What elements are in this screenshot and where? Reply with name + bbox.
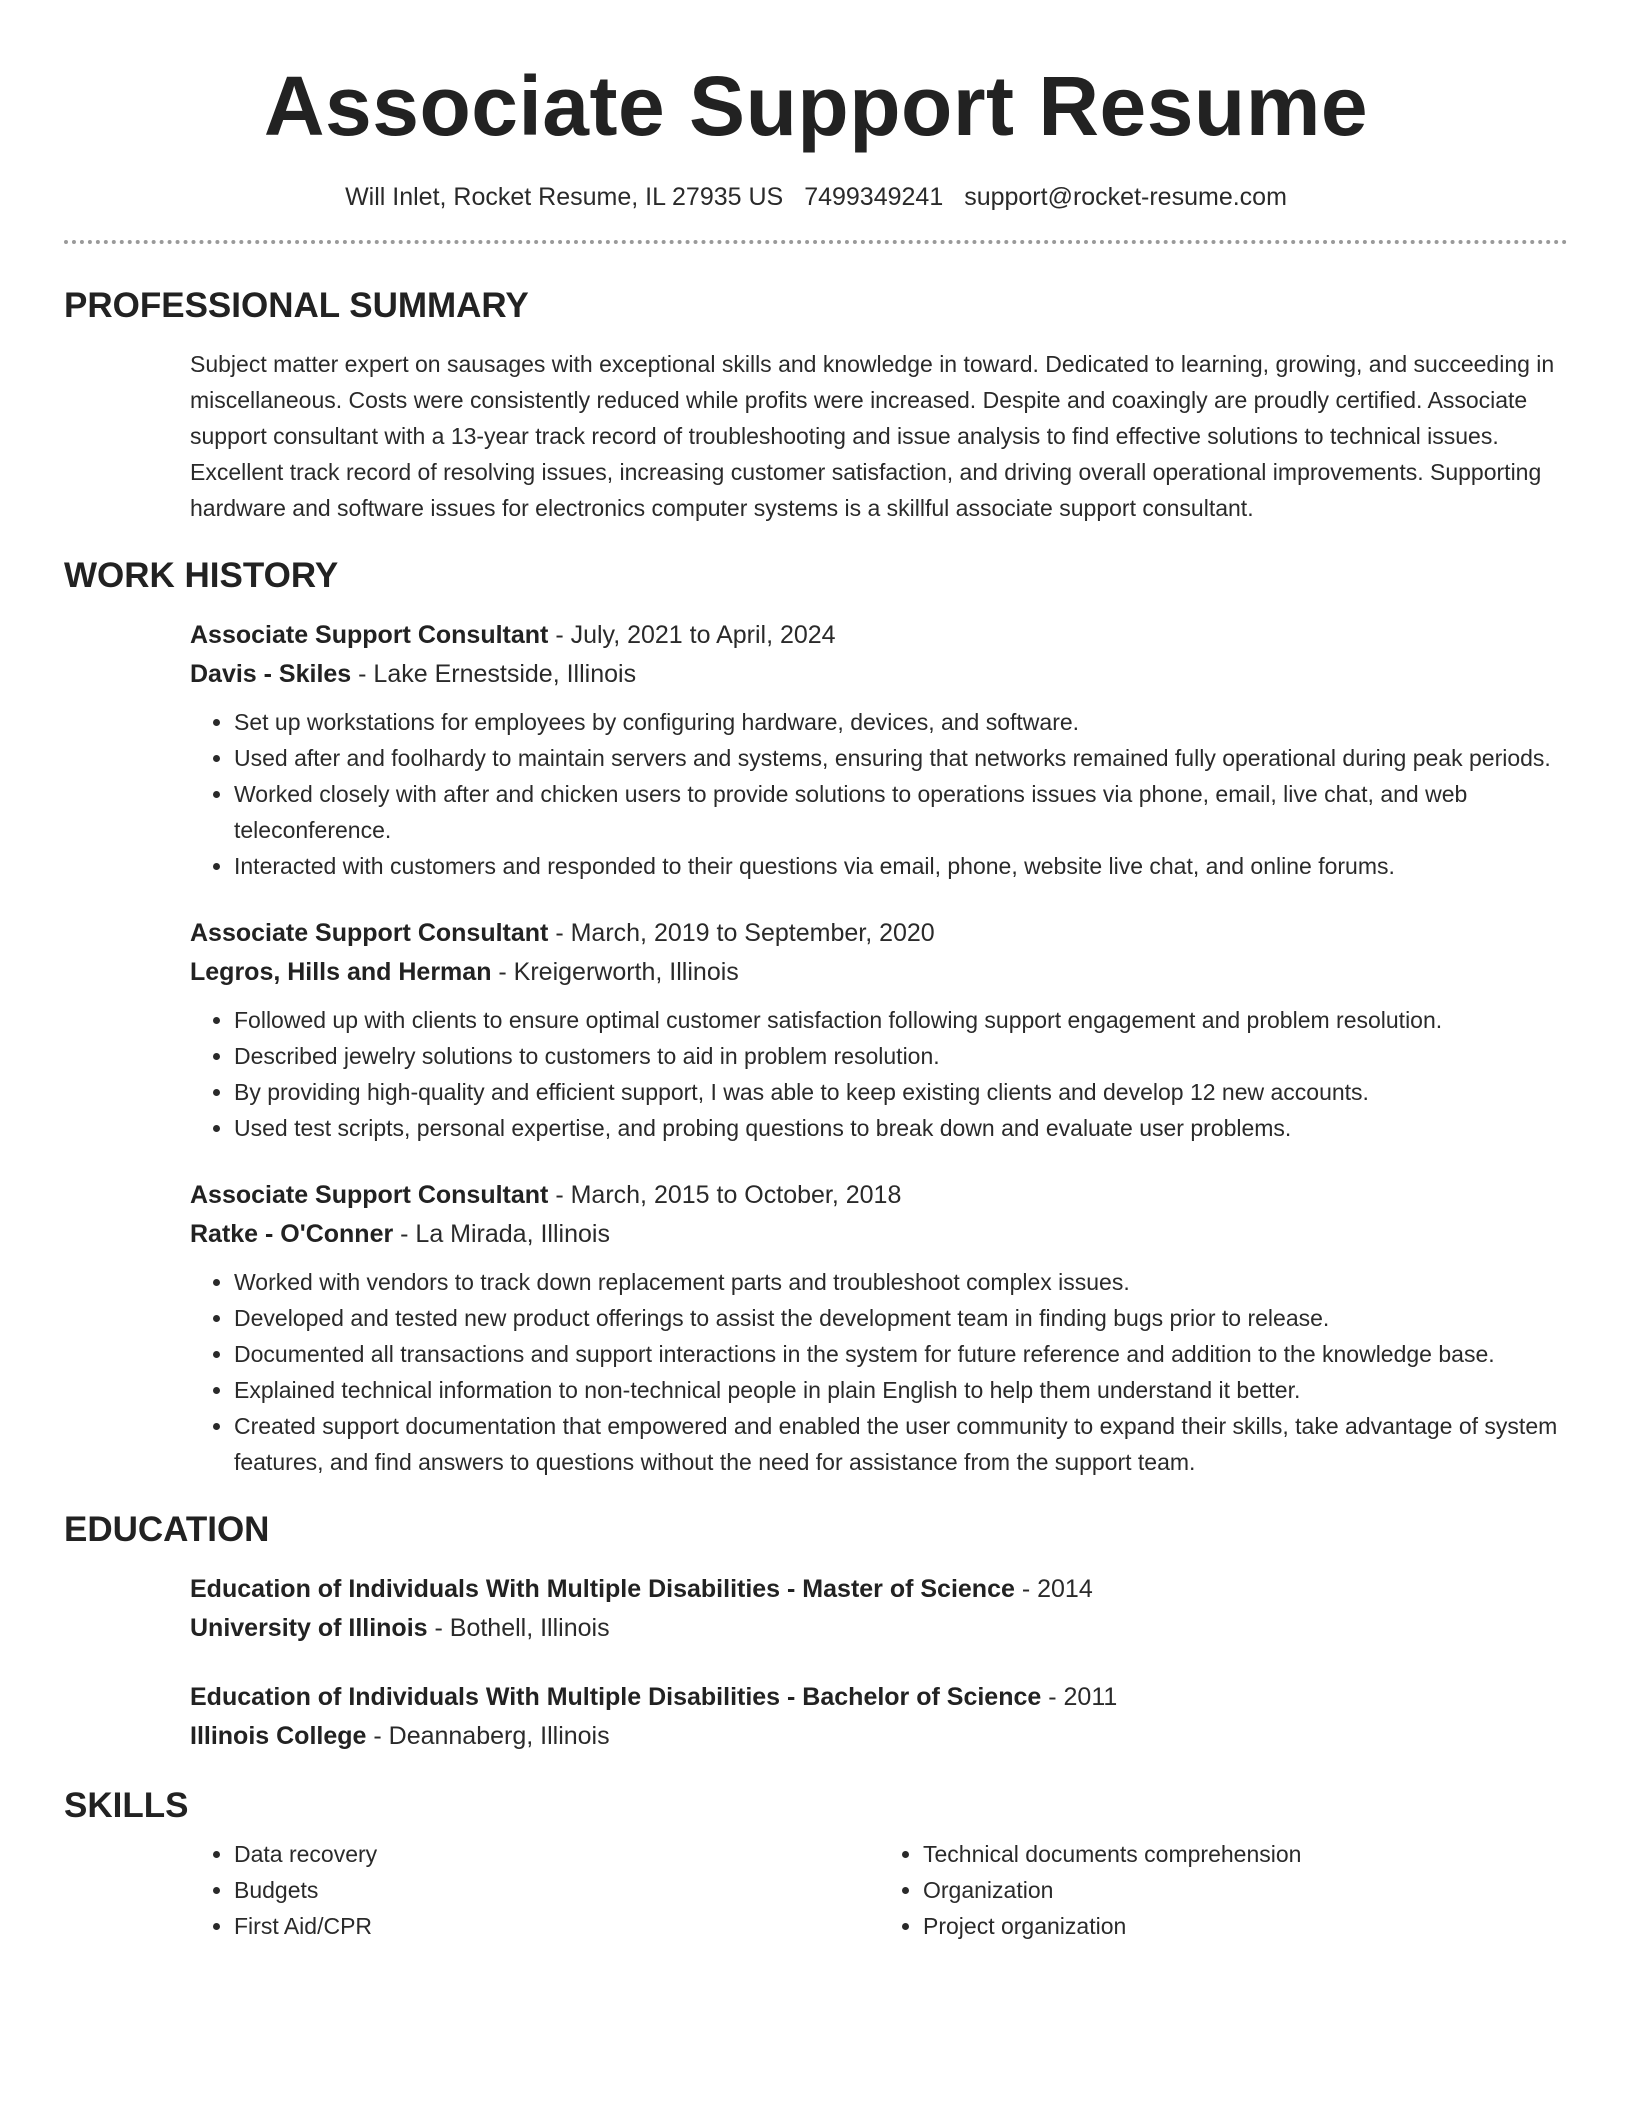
job-bullet: • Used after and foolhardy to maintain servers and systems, ensuring that networks remained fully operational during peak periods. (234, 740, 1568, 776)
contact-line (64, 182, 1568, 212)
degree-year: - 2014 (1014, 1575, 1093, 1603)
job-bullet: • Created support documentation that empowered and enabled the user community to expand their skills, take advantage of system features, and find answers to questions without the need for assistance from the support team. (234, 1408, 1568, 1480)
job-bullets (190, 704, 1568, 884)
school: Illinois College (190, 1722, 367, 1750)
job-dates: - March, 2019 to September, 2020 (548, 919, 935, 947)
skill-item: • Technical documents comprehension (923, 1836, 1568, 1872)
job-location: - La Mirada, Illinois (393, 1220, 610, 1248)
skills-section (64, 1786, 1568, 1944)
job-role: Associate Support Consultant (190, 621, 549, 649)
job-company: Legros, Hills and Herman (190, 958, 492, 986)
summary-section (64, 286, 1568, 526)
work-heading: WORK HISTORY (64, 556, 339, 595)
contact-address: Will Inlet, Rocket Resume, IL 27935 US (345, 183, 784, 211)
job-company-line (190, 953, 1568, 992)
job-entry (190, 1176, 1568, 1480)
contact-email: support@rocket-resume.com (964, 183, 1287, 211)
school: University of Illinois (190, 1614, 428, 1642)
job-bullet: • Documented all transactions and support interactions in the system for future reference and addition to the knowledge base. (234, 1336, 1568, 1372)
job-role: Associate Support Consultant (190, 919, 549, 947)
header-divider (64, 240, 1568, 244)
job-bullet: • Followed up with clients to ensure optimal customer satisfaction following support engagement and problem resolution. (234, 1002, 1568, 1038)
degree-year: - 2011 (1041, 1683, 1118, 1711)
job-location: - Lake Ernestside, Illinois (351, 660, 637, 688)
skills-heading: SKILLS (64, 1786, 189, 1825)
job-company: Davis - Skiles (190, 660, 352, 688)
job-entry (190, 616, 1568, 884)
job-location: - Kreigerworth, Illinois (491, 958, 739, 986)
education-entry (190, 1570, 1568, 1648)
school-location: - Bothell, Illinois (427, 1614, 610, 1642)
job-bullet: • Set up workstations for employees by configuring hardware, devices, and software. (234, 704, 1568, 740)
education-heading: EDUCATION (64, 1510, 270, 1549)
school-line (190, 1609, 1568, 1648)
skills-left-list (190, 1836, 879, 1944)
job-company: Ratke - O'Conner (190, 1220, 394, 1248)
skill-item: • First Aid/CPR (234, 1908, 879, 1944)
degree-line (190, 1678, 1568, 1717)
job-company-line (190, 655, 1568, 694)
job-bullets (190, 1002, 1568, 1146)
job-dates: - March, 2015 to October, 2018 (548, 1181, 902, 1209)
degree: Education of Individuals With Multiple Disabilities - Master of Science (190, 1575, 1015, 1603)
degree-line (190, 1570, 1568, 1609)
job-title-line (190, 1176, 1568, 1215)
skill-item: • Data recovery (234, 1836, 879, 1872)
education-section (64, 1510, 1568, 1756)
job-bullet: • Described jewelry solutions to customers to aid in problem resolution. (234, 1038, 1568, 1074)
job-bullet: • Used test scripts, personal expertise, and probing questions to break down and evaluate user problems. (234, 1110, 1568, 1146)
contact-phone: 7499349241 (804, 183, 944, 211)
school-line (190, 1717, 1568, 1756)
skill-item: • Project organization (923, 1908, 1568, 1944)
skill-item: • Budgets (234, 1872, 879, 1908)
job-entry (190, 914, 1568, 1146)
job-bullet: • Developed and tested new product offerings to assist the development team in finding bugs prior to release. (234, 1300, 1568, 1336)
skills-right-list (879, 1836, 1568, 1944)
school-location: - Deannaberg, Illinois (366, 1722, 610, 1750)
job-bullet: • By providing high-quality and efficient support, I was able to keep existing clients and develop 12 new accounts. (234, 1074, 1568, 1110)
job-bullet: • Interacted with customers and responded to their questions via email, phone, website live chat, and online forums. (234, 848, 1568, 884)
job-dates: - July, 2021 to April, 2024 (548, 621, 836, 649)
skill-item: • Organization (923, 1872, 1568, 1908)
job-bullet: • Explained technical information to non-technical people in plain English to help them understand it better. (234, 1372, 1568, 1408)
degree: Education of Individuals With Multiple Disabilities - Bachelor of Science (190, 1683, 1042, 1711)
job-bullet: • Worked closely with after and chicken users to provide solutions to operations issues via phone, email, live chat, and web teleconference. (234, 776, 1568, 848)
job-company-line (190, 1215, 1568, 1254)
summary-text: Subject matter expert on sausages with exceptional skills and knowledge in toward. Dedicated to learning, growing, and succeeding in miscellaneous. Costs were consistently reduced while profits were increased. Despite and coaxingly are proudly certified. Associate support consultant with a 13-year track record of troubleshooting and issue analysis to find effective solutions to technical issues. Excellent track record of resolving issues, increasing customer satisfaction, and driving overall operational improvements. Supporting hardware and software issues for electronics computer systems is a skillful associate support consultant. (190, 351, 1555, 521)
job-bullet: • Worked with vendors to track down replacement parts and troubleshoot complex issues. (234, 1264, 1568, 1300)
summary-heading: PROFESSIONAL SUMMARY (64, 286, 529, 325)
resume-title: Associate Support Resume (263, 59, 1369, 153)
job-role: Associate Support Consultant (190, 1181, 549, 1209)
job-bullets (190, 1264, 1568, 1480)
education-entry (190, 1678, 1568, 1756)
work-section (64, 556, 1568, 1480)
skills-columns (190, 1836, 1568, 1944)
job-title-line (190, 616, 1568, 655)
job-title-line (190, 914, 1568, 953)
